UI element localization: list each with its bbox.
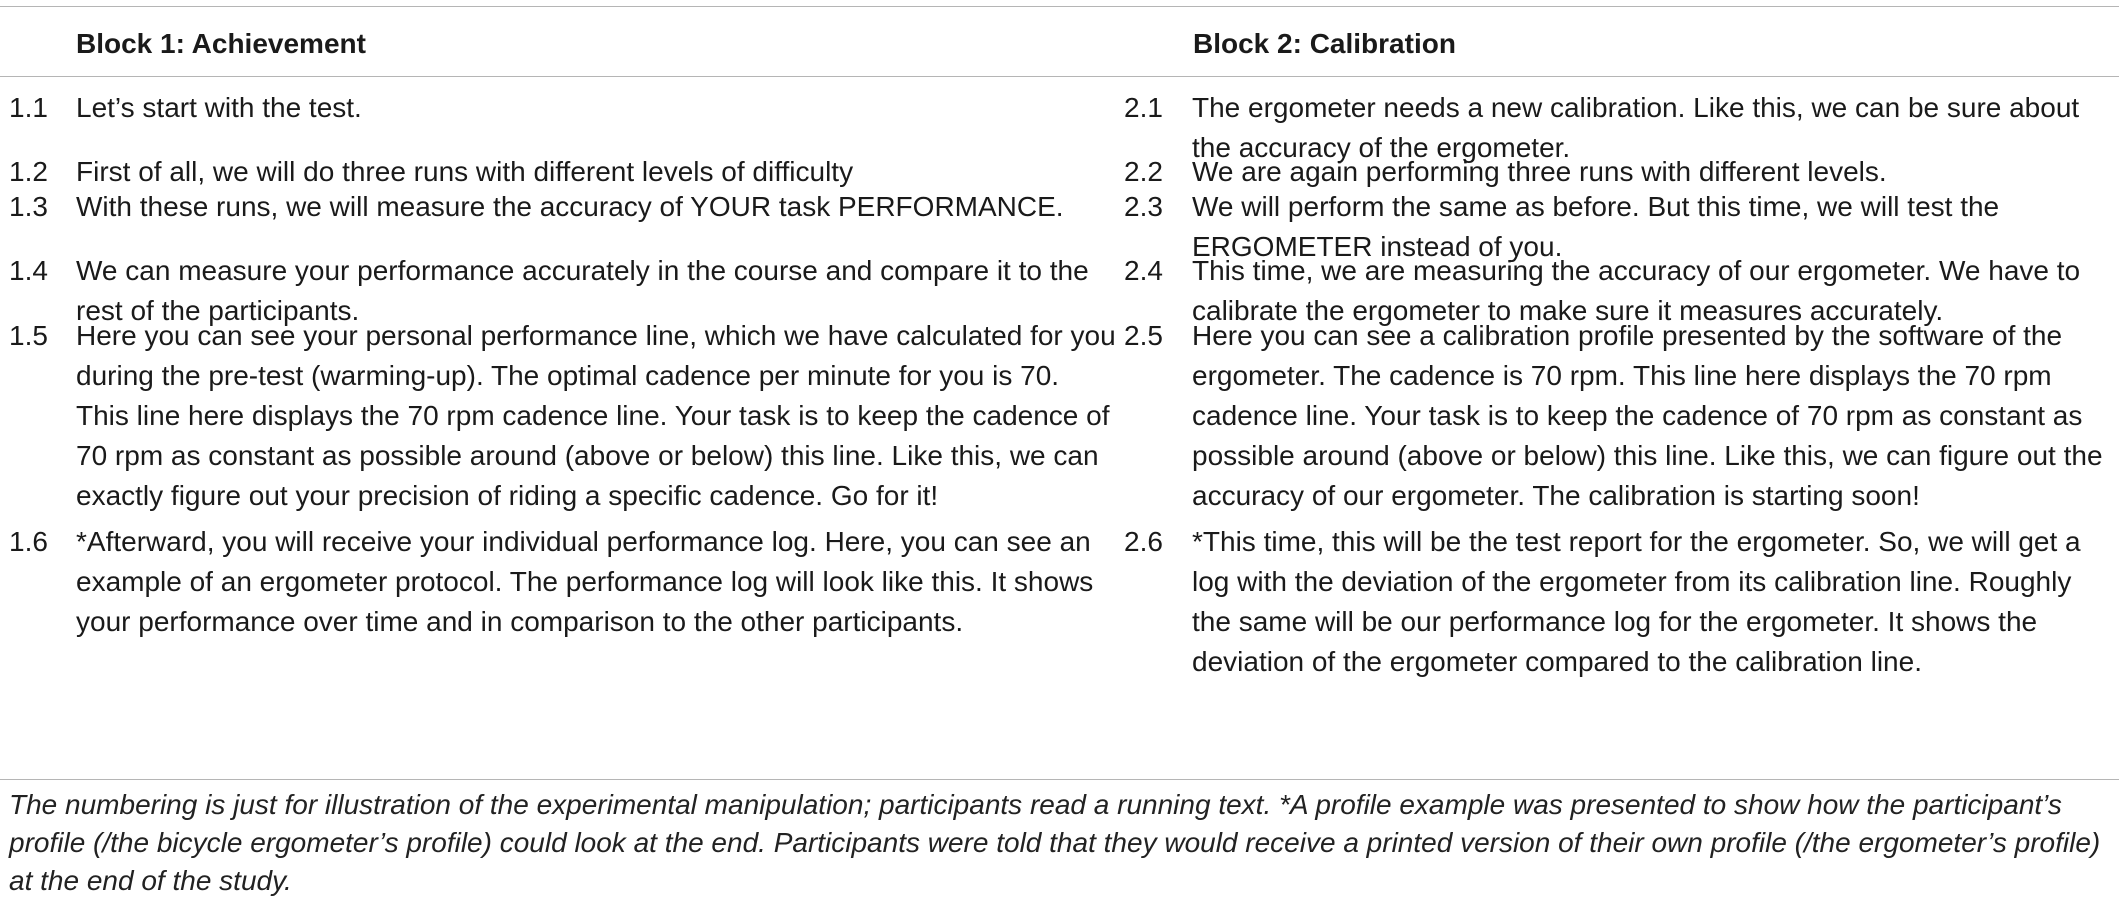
row-text-right: We are again performing three runs with different levels. <box>1192 156 1887 187</box>
row-number-left: 1.5 <box>9 320 48 351</box>
row-number-left: 1.3 <box>9 191 48 222</box>
row-number-left: 1.1 <box>9 92 48 123</box>
row-text-left: *Afterward, you will receive your individual performance log. Here, you can see an example of an ergometer protocol. The performance log will look like this. It shows your performance over time and in comparison to the other participants. <box>76 526 1094 637</box>
row-text-right: We will perform the same as before. But this time, we will test the ERGOMETER instead of you. <box>1192 191 2000 262</box>
row-number-left: 1.6 <box>9 526 48 557</box>
row-text-left: With these runs, we will measure the accuracy of YOUR task PERFORMANCE. <box>76 191 1064 222</box>
row-number-right: 2.2 <box>1124 156 1163 187</box>
row-number-right: 2.1 <box>1124 92 1163 123</box>
row-text-left: We can measure your performance accurately in the course and compare it to the rest of the participants. <box>76 255 1089 326</box>
row-number-left: 1.2 <box>9 156 48 187</box>
table-footnote: The numbering is just for illustration of the experimental manipulation; participants read a running text. *A profile example was presented to show how the participant’s profile (/the bicycle ergometer’s profile) could look at the end. Participants were told that they would receive a printed version of their own profile (/the ergometer’s profile) at the end of the study. <box>9 789 2101 896</box>
table-top-rule <box>0 6 2119 7</box>
row-number-right: 2.4 <box>1124 255 1163 286</box>
row-text-left: First of all, we will do three runs with different levels of difficulty <box>76 156 854 187</box>
row-number-right: 2.6 <box>1124 526 1163 557</box>
row-text-right: *This time, this will be the test report for the ergometer. So, we will get a log with the deviation of the ergometer from its calibration line. Roughly the same will be our performance log for the ergometer. It shows the deviation of the ergometer compared to the calibration line. <box>1192 526 2081 677</box>
row-number-right: 2.3 <box>1124 191 1163 222</box>
row-text-right: This time, we are measuring the accuracy of our ergometer. We have to calibrate the ergometer to make sure it measures accurately. <box>1192 255 2081 326</box>
row-text-right: The ergometer needs a new calibration. Like this, we can be sure about the accuracy of the ergometer. <box>1192 92 2080 163</box>
row-number-left: 1.4 <box>9 255 48 286</box>
row-text-left: Let’s start with the test. <box>76 92 362 123</box>
table-bottom-rule <box>0 779 2119 780</box>
row-text-right: Here you can see a calibration profile presented by the software of the ergometer. The cadence is 70 rpm. This line here displays the 70 rpm cadence line. Your task is to keep the cadence of 70 rpm as constant as possible around (above or below) this line. Like this, we can figure out the accuracy of our ergometer. The calibration is starting soon! <box>1192 320 2103 511</box>
column-header-block2: Block 2: Calibration <box>1193 28 1456 59</box>
column-header-block1: Block 1: Achievement <box>76 28 366 59</box>
header-rule <box>0 76 2119 77</box>
row-text-left: Here you can see your personal performance line, which we have calculated for you during the pre-test (warming-up). The optimal cadence per minute for you is 70. This line here displays the 70 rpm cadence line. Your task is to keep the cadence of 70 rpm as constant as possible around (above or below) this line. Like this, we can exactly figure out your precision of riding a specific cadence. Go for it! <box>76 320 1116 511</box>
row-number-right: 2.5 <box>1124 320 1163 351</box>
